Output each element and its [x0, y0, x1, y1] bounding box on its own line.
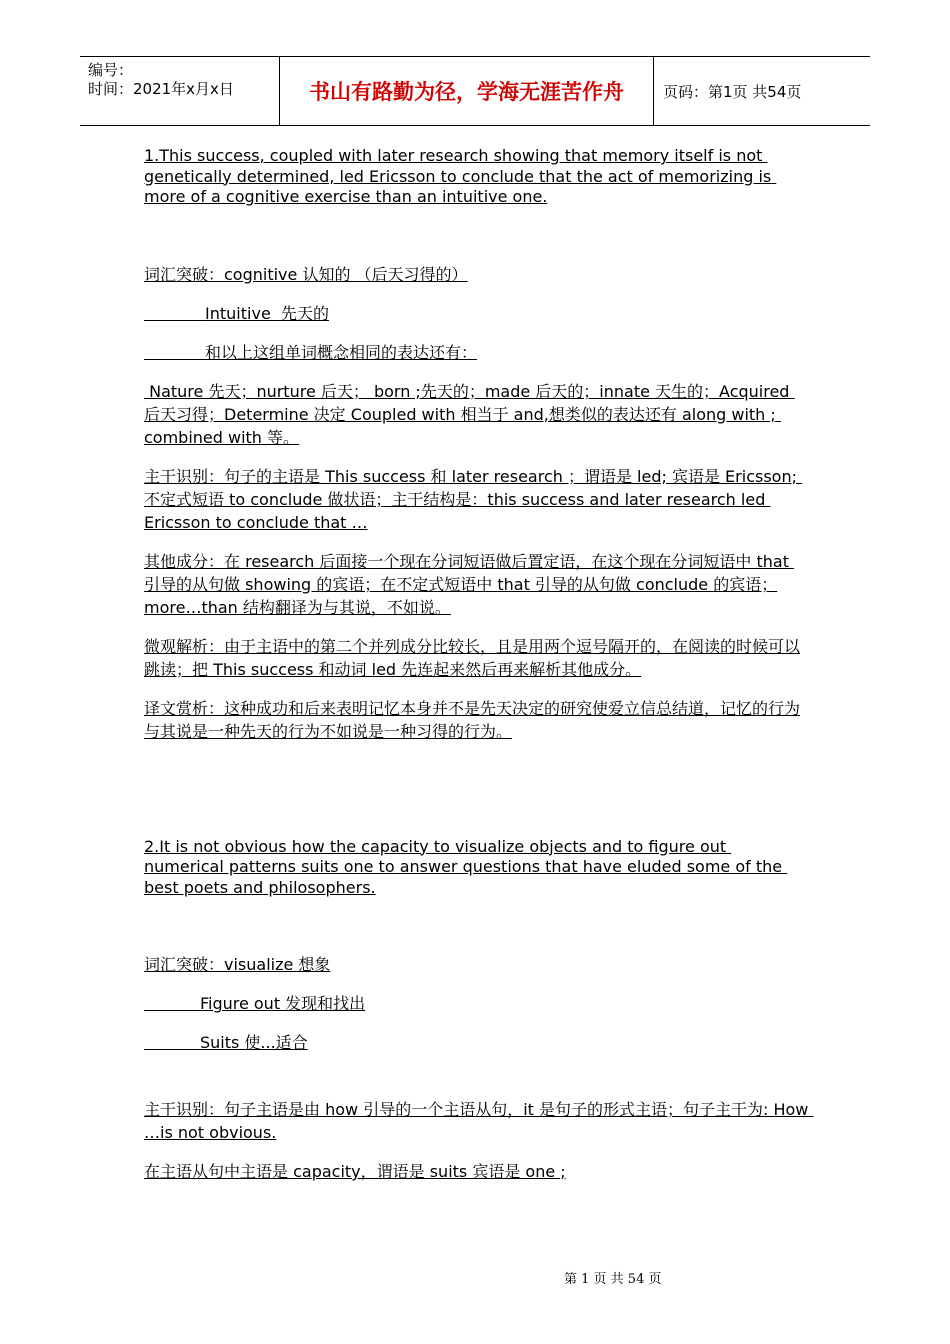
- number-label: 编号：: [88, 61, 134, 79]
- time-label: 时间：2021年x月x日: [88, 80, 234, 98]
- header-page-info: 页码：第1页 共54页: [663, 82, 802, 101]
- main-structure-2: 主干识别：句子主语是由 how 引导的一个主语从句，it 是句子的形式主语；句子主干为: How …is not obvious.: [144, 1100, 814, 1142]
- clause-note-2: 在主语从句中主语是 capacity，谓语是 suits 宾语是 one ;: [144, 1162, 566, 1181]
- main-structure-1: 主干识别：句子的主语是 This success 和 later research ；谓语是 led; 宾语是 Ericsson; 不定式短语 to conclude 做状语；主干结构是：this success and later research led Ericsson to conclude that …: [144, 466, 803, 532]
- sentence-2: 2.It is not obvious how the capacity to visualize objects and to figure out numerical patterns suits one to answer questions that have eluded some of the best poets and philosophers.: [144, 836, 788, 897]
- vocab-title-2: 词汇突破：visualize 想象: [144, 955, 331, 974]
- page-footer: 第 1 页 共 54 页: [564, 1272, 662, 1287]
- vocab-line-similar: 和以上这组单词概念相同的表达还有：: [205, 342, 478, 362]
- header-table: [80, 56, 870, 126]
- vocab-line-figure-out: Figure out 发现和找出: [199, 994, 366, 1013]
- translation-1: 译文赏析：这种成功和后来表明记忆本身并不是先天决定的研究使爱立信总结道，记忆的行为与其说是一种先天的行为不如说是一种习得的行为。: [144, 698, 801, 741]
- document-body: [144, 146, 814, 1183]
- sentence-1: 1.This success, coupled with later research showing that memory itself is not genetically determined, led Ericsson to conclude that the act of memorizing is more of a cognitive exercise than an intuitive one.: [144, 146, 777, 206]
- other-parts-1: 其他成分：在 research 后面接一个现在分词短语做后置定语，在这个现在分词短语中 that 引导的从句做 showing 的宾语；在不定式短语中 that 引导的从句做 conclude 的宾语；more…than 结构翻译为与其说，不如说。: [144, 551, 795, 617]
- vocab-para-1: Nature 先天；nurture 后天； born ;先天的；made 后天的；innate 天生的；Acquired 后天习得；Determine 决定 Coupled with 相当于 and,想类似的表达还有 along with ; combined with 等。: [144, 381, 795, 447]
- header-motto: 书山有路勤为径，学海无涯苦作舟: [280, 57, 654, 125]
- header-meta: [80, 57, 280, 125]
- micro-analysis-1: 微观解析：由于主语中的第二个并列成分比较长，且是用两个逗号隔开的，在阅读的时候可以跳读；把 This success 和动词 led 先连起来然后再来解析其他成分。: [144, 636, 801, 679]
- vocab-line-intuitive: Intuitive 先天的: [205, 303, 329, 323]
- vocab-title-1: 词汇突破：cognitive 认知的 （后天习得的）: [144, 264, 468, 284]
- vocab-line-suits: Suits 使...适合: [199, 1033, 308, 1052]
